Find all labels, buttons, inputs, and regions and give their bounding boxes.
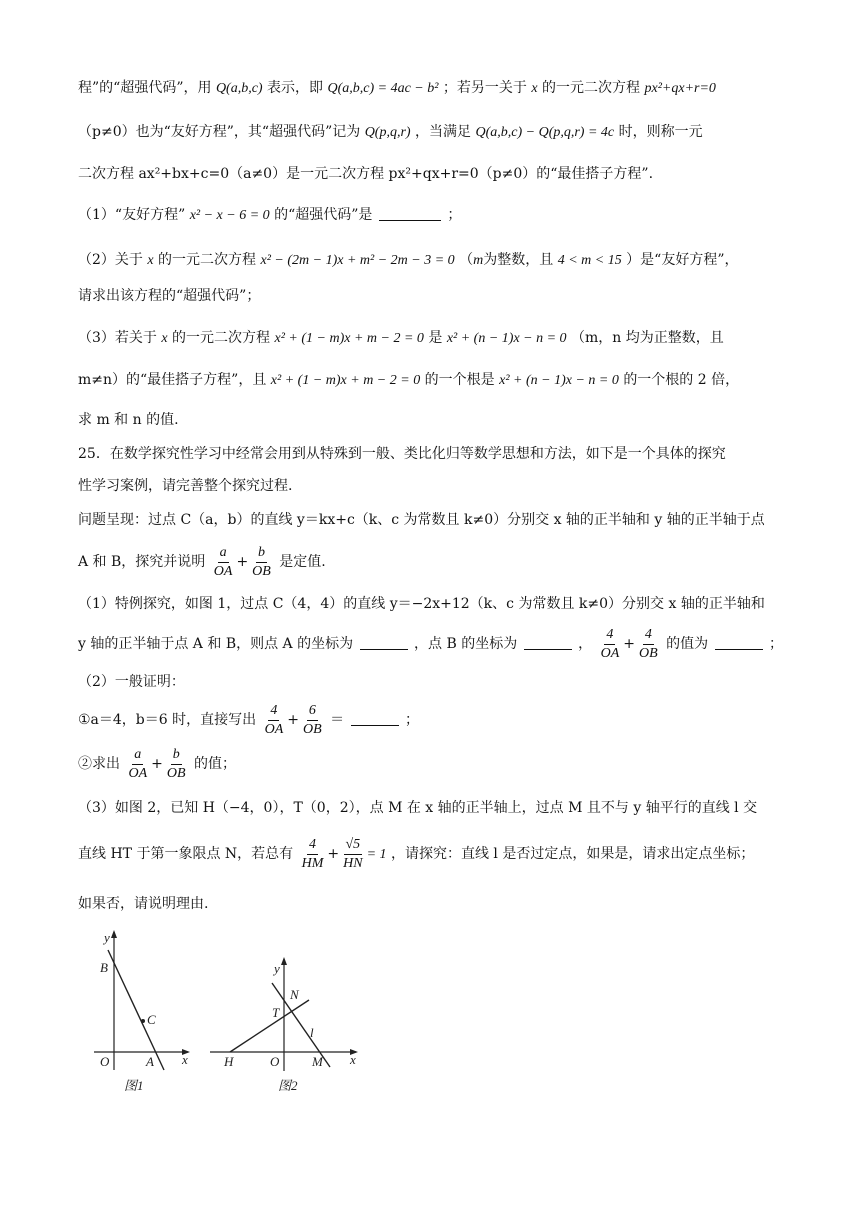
label-b: B xyxy=(100,960,108,975)
problem-25-line-3: 问题呈现：过点 C（a，b）的直线 y＝kx+c（k、c 为常数且 k≠0）分别交 x 轴的正半轴和 y 轴的正半轴于点 xyxy=(78,512,765,528)
text: m≠n）的“最佳搭子方程”，且 xyxy=(78,372,267,388)
label-h: H xyxy=(224,1054,234,1069)
text: ； xyxy=(769,636,784,652)
answer-blank[interactable] xyxy=(379,206,441,221)
problem-25-line-8 xyxy=(78,698,798,742)
plus-sign: + xyxy=(623,636,635,652)
question-2 xyxy=(78,248,798,273)
problem-25-line-7: （2）一般证明： xyxy=(78,674,185,690)
text: 是 xyxy=(428,330,443,346)
problem-25-line-6 xyxy=(78,622,798,666)
label-l: l xyxy=(310,1025,314,1040)
math-condition: Q(a,b,c) − Q(p,q,r) = 4c xyxy=(475,125,615,140)
label-y: y xyxy=(104,930,110,945)
figure-2 xyxy=(206,955,366,1098)
fraction-4-hm: $\frac{4}{HM}$ xyxy=(301,836,324,871)
text: 的“超强代码”是 xyxy=(274,207,373,223)
text: A 和 B，探究并说明 xyxy=(78,554,206,570)
point-c xyxy=(141,1019,145,1023)
y-axis-arrow-icon xyxy=(111,930,117,938)
plus-sign: + xyxy=(327,846,340,862)
text: ， xyxy=(578,636,593,652)
text-line-3: 二次方程 ax²+bx+c=0（a≠0）是一元二次方程 px²+qx+r=0（p≠0）的“最佳搭子方程”. xyxy=(78,166,654,182)
figure-1-caption: 图1 xyxy=(124,1078,144,1093)
text: 直线 HT 于第一象限点 N，若总有 xyxy=(78,846,294,862)
text-line-1 xyxy=(78,76,798,101)
text-line-2 xyxy=(78,120,798,145)
math-x: x xyxy=(531,81,538,96)
text: ，当满足 xyxy=(415,124,472,140)
text: 的一个根的 2 倍， xyxy=(623,372,740,388)
text: ，请探究：直线 l 是否过定点，如果是，请求出定点坐标； xyxy=(390,846,755,862)
fraction-a-oa: $\frac{a}{OA}$ xyxy=(128,746,148,781)
math-x: x xyxy=(147,253,154,268)
fraction-6-ob: $\frac{6}{OB}$ xyxy=(302,702,322,737)
math-equation-3a: x² + (1 − m)x + m − 2 = 0 xyxy=(274,331,424,346)
problem-25-line-4 xyxy=(78,540,798,584)
math-x: x xyxy=(161,331,168,346)
text: ＝ xyxy=(330,712,345,728)
text: 的一元二次方程 xyxy=(172,330,271,346)
text: ； xyxy=(447,207,462,223)
text: （m，n 均为正整数，且 xyxy=(571,330,724,346)
label-n: N xyxy=(290,987,299,1002)
label-y: y xyxy=(274,961,280,976)
label-a: A xyxy=(146,1054,154,1069)
line-ht xyxy=(230,1000,309,1052)
figure-2-caption: 图2 xyxy=(278,1078,298,1093)
fraction-sqrt5-hn: $\frac{√5}{HN}$ xyxy=(343,836,363,871)
math-equation-1: x² − x − 6 = 0 xyxy=(189,208,270,223)
question-3 xyxy=(78,326,798,351)
label-x: x xyxy=(182,1052,188,1067)
text: （1）“友好方程” xyxy=(78,207,186,223)
problem-25-line-2: 性学习案例，请完善整个探究过程. xyxy=(78,478,293,494)
problem-25-line-5: （1）特例探究，如图 1，过点 C（4，4）的直线 y＝−2x+12（k、c 为常数且 k≠0）分别交 x 轴的正半轴和 xyxy=(78,596,765,612)
answer-blank-sum[interactable] xyxy=(351,711,399,726)
text: 表示，即 xyxy=(267,80,324,96)
text: ）是“友好方程”， xyxy=(626,252,739,268)
problem-25-line-12: 如果否，请说明理由. xyxy=(78,896,209,912)
math-equation-2: x² − (2m − 1)x + m² − 2m − 3 = 0 xyxy=(260,253,455,268)
equals-one: = 1 xyxy=(366,847,387,862)
text: 是定值. xyxy=(279,554,326,570)
label-c: C xyxy=(147,1012,156,1027)
text: 为整数，且 xyxy=(483,252,554,268)
text: 时，则称一元 xyxy=(618,124,703,140)
label-x: x xyxy=(350,1052,356,1067)
text: （p≠0）也为“友好方程”，其“超强代码”记为 xyxy=(78,124,361,140)
math-q-pqr: Q(p,q,r) xyxy=(364,125,411,140)
math-pq-equation: px²+qx+r=0 xyxy=(644,81,716,96)
text: （3）若关于 xyxy=(78,330,157,346)
fraction-4-ob: $\frac{4}{OB}$ xyxy=(639,626,658,661)
math-range: 4 < m < 15 xyxy=(557,253,622,268)
text: ①a＝4，b＝6 时，直接写出 xyxy=(78,712,257,728)
math-equation-3b: x² + (n − 1)x − n = 0 xyxy=(499,373,619,388)
question-1 xyxy=(78,203,798,228)
text: ；若另一关于 xyxy=(442,80,527,96)
plus-sign: + xyxy=(287,712,299,728)
text: 的一元二次方程 xyxy=(542,80,641,96)
label-m: M xyxy=(312,1054,323,1069)
y-axis-arrow-icon xyxy=(281,957,287,965)
math-q-abc: Q(a,b,c) xyxy=(215,81,263,96)
label-o: O xyxy=(270,1054,280,1069)
question-3-cont xyxy=(78,368,798,393)
problem-25-line-9 xyxy=(78,742,798,786)
text: ； xyxy=(405,712,420,728)
plus-sign: + xyxy=(151,756,163,772)
text: （ xyxy=(459,252,474,268)
math-m: m xyxy=(473,253,484,268)
label-t: T xyxy=(272,1005,280,1020)
problem-25-line-10: （3）如图 2，已知 H（−4，0），T（0，2），点 M 在 x 轴的正半轴上，过点 M 且不与 y 轴平行的直线 l 交 xyxy=(78,800,758,816)
fraction-4-oa: $\frac{4}{OA}$ xyxy=(600,626,620,661)
answer-blank-b[interactable] xyxy=(524,635,572,650)
fraction-b-ob: $\frac{b}{OB}$ xyxy=(166,746,186,781)
fraction-4-oa: $\frac{4}{OA}$ xyxy=(264,702,284,737)
question-3-end: 求 m 和 n 的值. xyxy=(78,412,179,428)
fraction-b-ob: $\frac{b}{OB}$ xyxy=(252,544,271,579)
text: ②求出 xyxy=(78,756,120,772)
figure-1 xyxy=(86,928,196,1098)
answer-blank-value[interactable] xyxy=(715,635,763,650)
answer-blank-a[interactable] xyxy=(360,635,408,650)
fraction-a-oa: $\frac{a}{OA}$ xyxy=(213,544,233,579)
math-equation-3a: x² + (1 − m)x + m − 2 = 0 xyxy=(270,373,421,388)
text: 的值； xyxy=(193,756,236,772)
text: 的一元二次方程 xyxy=(158,252,257,268)
text: （2）关于 xyxy=(78,252,143,268)
problem-25-line-1: 25．在数学探究性学习中经常会用到从特殊到一般、类比化归等数学思想和方法，如下是一个具体的探究 xyxy=(78,446,726,462)
text: 程”的“超强代码”，用 xyxy=(78,80,212,96)
text: y 轴的正半轴于点 A 和 B，则点 A 的坐标为 xyxy=(78,636,354,652)
label-o: O xyxy=(100,1054,110,1069)
problem-25-line-11 xyxy=(78,832,798,877)
text: 的一个根是 xyxy=(424,372,495,388)
question-2-cont: 请求出该方程的“超强代码”； xyxy=(78,288,261,304)
math-q-definition: Q(a,b,c) = 4ac − b² xyxy=(327,81,439,96)
math-equation-3b: x² + (n − 1)x − n = 0 xyxy=(446,331,567,346)
text: ，点 B 的坐标为 xyxy=(414,636,518,652)
plus-sign: + xyxy=(236,554,249,570)
text: 的值为 xyxy=(666,636,709,652)
